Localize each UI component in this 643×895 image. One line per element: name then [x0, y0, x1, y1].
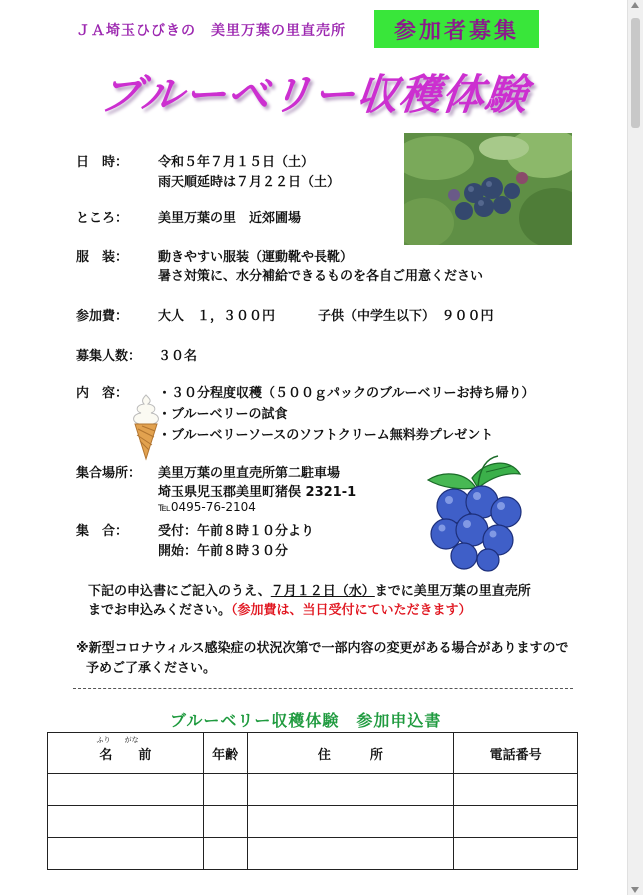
place-label: ところ：: [76, 211, 129, 226]
name-column-header: [48, 733, 204, 774]
address-column-header: 住 所: [247, 733, 454, 774]
form-header-row: [48, 733, 578, 774]
rain-date-value: 雨天順延時は７月２２日（土）: [158, 175, 341, 190]
notice-text: 下記の申込書にご記入のうえ、: [88, 584, 271, 599]
application-form-table: [47, 732, 578, 870]
content-label: 内 容：: [76, 386, 129, 401]
blueberry-cluster-icon: [416, 454, 536, 574]
name-cell[interactable]: [48, 806, 204, 838]
notice-text: までお申込みください。: [88, 603, 232, 618]
phone-cell[interactable]: [454, 806, 578, 838]
address-cell[interactable]: [247, 774, 454, 806]
furigana-hint: がな: [124, 735, 139, 744]
meeting-time-label: 集 合：: [76, 524, 129, 539]
phone-cell[interactable]: [454, 774, 578, 806]
name-header-label: 名 前: [99, 747, 152, 763]
page-title: ブルーベリー収穫体験: [97, 70, 531, 119]
age-cell[interactable]: [203, 838, 247, 870]
covid-notice-line1: ※新型コロナウィルス感染症の状況次第で一部内容の変更がある場合がありますので: [76, 641, 569, 656]
age-cell[interactable]: [203, 806, 247, 838]
dress-note: 暑さ対策に、水分補給できるものを各自ご用意ください: [158, 269, 484, 284]
form-entry-row: [48, 774, 578, 806]
cut-line-divider: [73, 688, 573, 689]
name-cell[interactable]: [48, 774, 204, 806]
soft-cream-icon: [126, 393, 166, 461]
phone-cell[interactable]: [454, 838, 578, 870]
meeting-place-name: 美里万葉の里直売所第二駐車場: [158, 466, 341, 481]
fee-label: 参加費：: [76, 309, 129, 324]
age-column-header: 年齢: [203, 733, 247, 774]
dress-value: 動きやすい服装（運動靴や長靴）: [158, 250, 354, 265]
name-header-text: [96, 735, 152, 763]
application-form-title: ブルーベリー収穫体験 参加申込書: [170, 711, 442, 730]
meeting-place-address: 埼玉県児玉郡美里町猪俣 2321-1: [158, 485, 357, 500]
notice-line2: [88, 599, 472, 618]
fee-payment-note: （参加費は、当日受付にていただきます）: [231, 603, 472, 618]
scrollbar-thumb[interactable]: [631, 18, 640, 128]
fee-child: 子供（中学生以下） ９００円: [318, 309, 494, 324]
recruitment-badge: 参加者募集: [374, 10, 539, 48]
date-value: 令和５年７月１５日（土）: [158, 155, 315, 170]
deadline-date: ７月１２日（水）: [270, 584, 375, 599]
reception-time: 受付：午前８時１０分より: [158, 524, 315, 539]
vertical-scrollbar[interactable]: [627, 0, 643, 895]
place-value: 美里万葉の里 近郊圃場: [158, 211, 302, 226]
content-item: ・３０分程度収穫（５００ｇパックのブルーベリーお持ち帰り）: [158, 386, 535, 401]
dress-label: 服 装：: [76, 250, 129, 265]
scroll-up-arrow-icon[interactable]: [631, 2, 639, 8]
organizer-name: ＪＡ埼玉ひびきの 美里万葉の里直売所: [76, 23, 346, 39]
age-cell[interactable]: [203, 774, 247, 806]
form-entry-row: [48, 806, 578, 838]
content-item: ・ブルーベリーの試食: [158, 407, 288, 422]
form-entry-row: [48, 838, 578, 870]
notice-text: までに美里万葉の里直売所: [374, 584, 531, 599]
date-label: 日 時：: [76, 155, 129, 170]
name-cell[interactable]: [48, 838, 204, 870]
meeting-place-label: 集合場所：: [76, 466, 142, 481]
fee-adult: 大人 １，３００円: [158, 309, 276, 324]
address-cell[interactable]: [247, 806, 454, 838]
capacity-value: ３０名: [158, 349, 198, 364]
capacity-label: 募集人数：: [76, 349, 142, 364]
scroll-down-arrow-icon[interactable]: [631, 887, 639, 893]
meeting-place-phone: ℡0495-76-2104: [158, 500, 256, 514]
phone-column-header: 電話番号: [454, 733, 578, 774]
furigana-hint: ふり: [96, 735, 111, 744]
content-item: ・ブルーベリーソースのソフトクリーム無料券プレゼント: [158, 428, 494, 443]
notice-line1: [88, 580, 531, 599]
blueberry-photo: [404, 133, 572, 245]
covid-notice-line2: 予めご了承ください。: [86, 661, 217, 676]
address-cell[interactable]: [247, 838, 454, 870]
start-time: 開始：午前８時３０分: [158, 544, 289, 559]
